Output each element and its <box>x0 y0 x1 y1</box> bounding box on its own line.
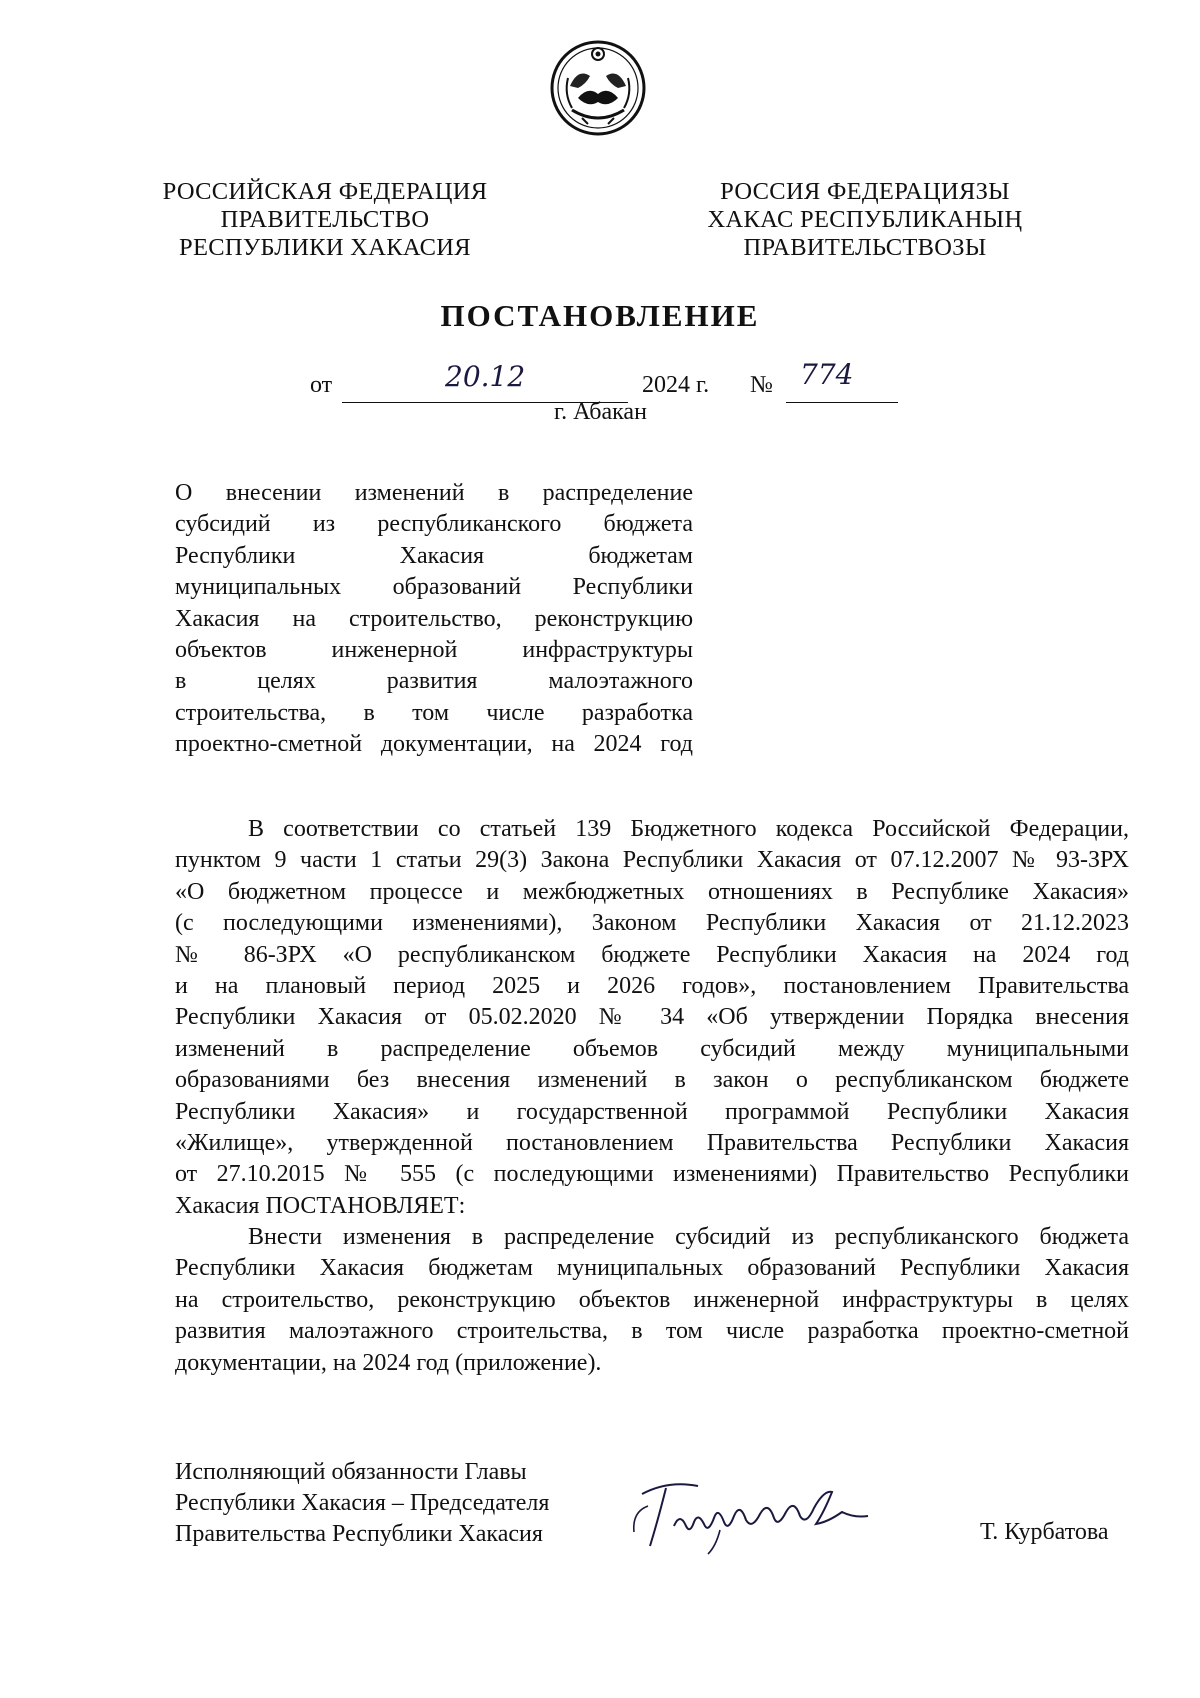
from-label: от <box>310 372 333 398</box>
subject-line: субсидий из республиканского бюджета <box>175 511 693 538</box>
body-line: Республики Хакасия» и государственной программой Республики Хакасия <box>175 1098 1129 1125</box>
signature-title-line: Правительства Республики Хакасия <box>175 1521 543 1547</box>
body-line: образованиями без внесения изменений в закон о республиканском бюджете <box>175 1067 1129 1094</box>
body-line: документации, на 2024 год (приложение). <box>175 1349 602 1376</box>
subject-line: Республики Хакасия бюджетам <box>175 542 693 569</box>
body-line: В соответствии со статьей 139 Бюджетного кодекса Российской Федерации, <box>248 816 1129 842</box>
document-title: ПОСТАНОВЛЕНИЕ <box>440 298 760 333</box>
signature-block <box>175 1457 549 1550</box>
handwritten-signature <box>628 1472 884 1558</box>
body-line: Республики Хакасия от 05.02.2020 № 34 «Об утверждении Порядка внесения <box>175 1004 1129 1031</box>
body-line: развития малоэтажного строительства, в том числе разработка проектно-сметной <box>175 1318 1129 1345</box>
coat-of-arms-emblem <box>548 38 648 138</box>
handwritten-date: 20.12 <box>445 360 526 393</box>
number-underline <box>786 402 898 403</box>
body-line: Хакасия ПОСТАНОВЛЯЕТ: <box>175 1192 466 1219</box>
signature-title-line: Республики Хакасия – Председателя <box>175 1490 550 1516</box>
header-left-line: ПРАВИТЕЛЬСТВО <box>220 206 430 233</box>
subject-line: проектно-сметной документации, на 2024 год <box>175 731 693 758</box>
subject-line: объектов инженерной инфраструктуры <box>175 636 693 663</box>
signature-title-line: Исполняющий обязанности Главы <box>175 1459 527 1485</box>
body-line: «Жилище», утвержденной постановлением Правительства Республики Хакасия <box>175 1129 1129 1156</box>
subject-line: строительства, в том числе разработка <box>175 699 693 726</box>
handwritten-number: 774 <box>800 358 854 391</box>
header-left-line: РОССИЙСКАЯ ФЕДЕРАЦИЯ <box>162 178 488 205</box>
body-line: изменений в распределение объемов субсидий между муниципальными <box>175 1035 1129 1062</box>
body-line: и на плановый период 2025 и 2026 годов», постановлением Правительства <box>175 972 1129 999</box>
number-label: № <box>750 372 773 398</box>
header-right <box>680 178 1050 262</box>
body-line: от 27.10.2015 № 555 (с последующими изменениями) Правительство Республики <box>175 1161 1129 1188</box>
header-left <box>140 178 510 262</box>
subject-line: муниципальных образований Республики <box>175 574 693 601</box>
year-label: 2024 г. <box>642 372 710 398</box>
header-left-line: РЕСПУБЛИКИ ХАКАСИЯ <box>179 234 471 261</box>
body-line: «О бюджетном процессе и межбюджетных отношениях в Республике Хакасия» <box>175 878 1129 905</box>
city-label: г. Абакан <box>554 399 647 425</box>
subject-line: в целях развития малоэтажного <box>175 668 693 695</box>
body-line: на строительство, реконструкцию объектов инженерной инфраструктуры в целях <box>175 1286 1129 1313</box>
header-right-line: ПРАВИТЕЛЬСТВОЗЫ <box>743 234 987 261</box>
subject-line: О внесении изменений в распределение <box>175 480 693 506</box>
body-line: Республики Хакасия бюджетам муниципальных образований Республики Хакасия <box>175 1255 1129 1282</box>
body-line: Внести изменения в распределение субсидий из республиканского бюджета <box>248 1224 1129 1251</box>
body-line: (с последующими изменениями), Законом Республики Хакасия от 21.12.2023 <box>175 910 1129 937</box>
subject-block <box>175 478 693 761</box>
body-text <box>175 814 1129 1379</box>
subject-line: Хакасия на строительство, реконструкцию <box>175 605 693 632</box>
header-right-line: РОССИЯ ФЕДЕРАЦИЯЗЫ <box>720 178 1010 205</box>
body-line: пунктом 9 части 1 статьи 29(3) Закона Республики Хакасия от 07.12.2007 № 93-ЗРХ <box>175 847 1129 874</box>
signer-name: Т. Курбатова <box>980 1519 1109 1545</box>
body-line: № 86-ЗРХ «О республиканском бюджете Республики Хакасия на 2024 год <box>175 941 1129 968</box>
header-right-line: ХАКАС РЕСПУБЛИКАНЫҢ <box>707 206 1023 233</box>
